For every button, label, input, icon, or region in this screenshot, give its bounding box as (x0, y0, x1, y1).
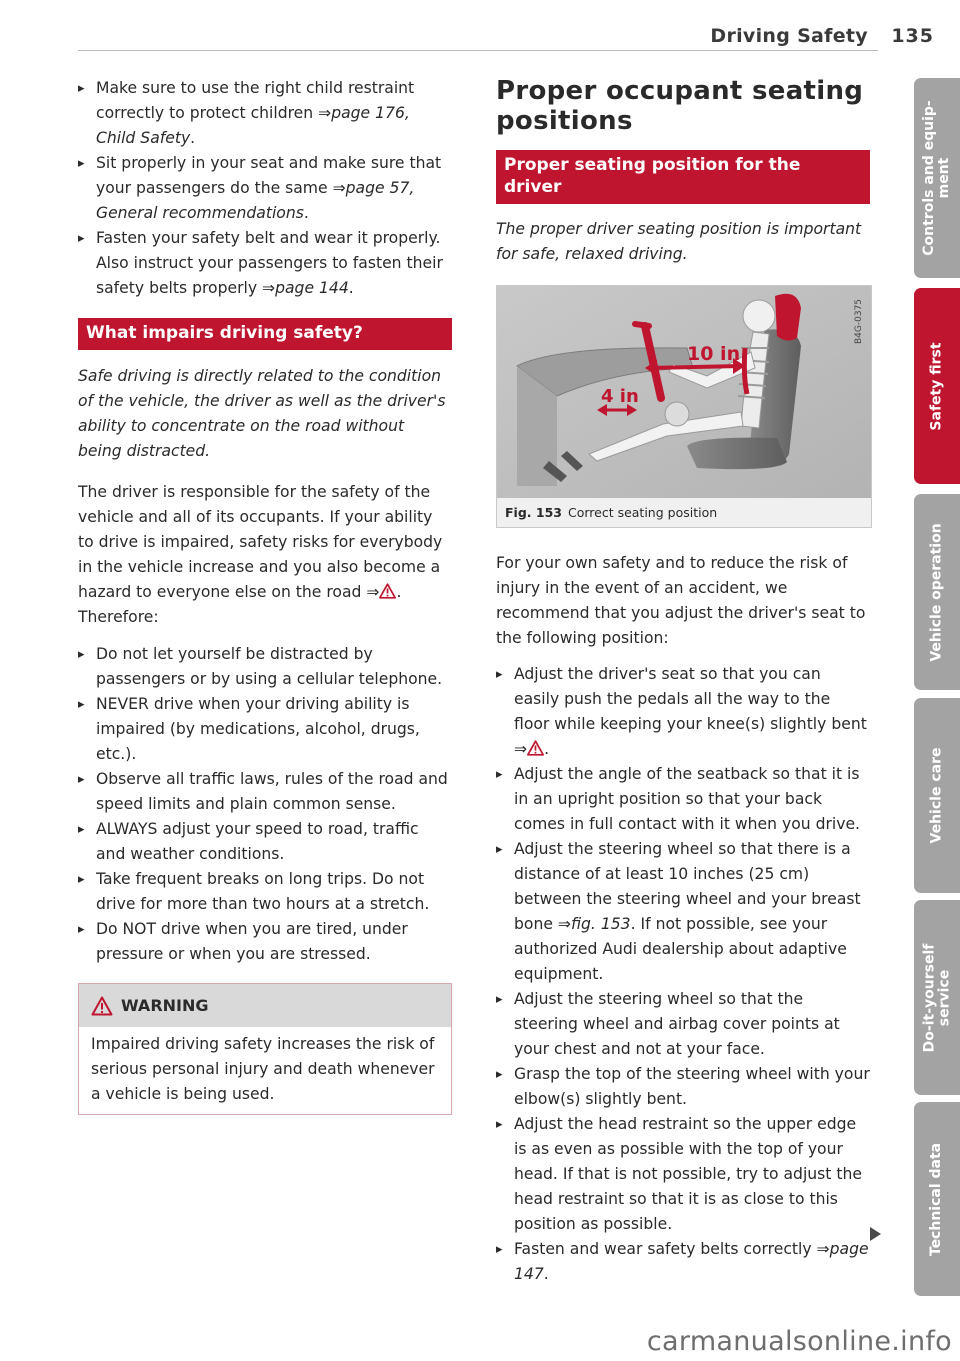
warning-header (79, 984, 451, 1027)
warning-box (78, 983, 452, 1115)
list-item: ▸ Adjust the steering wheel so that there is a distance of at least 10 inches (25 cm) between the steering wheel and your breast bone ⇒fig. 153. If not possible, see your authorized Audi dealership about adaptive equipment. (496, 837, 870, 987)
tab-do-it-yourself-service[interactable]: Do-it-yourself service (914, 900, 960, 1095)
bullet-list-seating (496, 662, 870, 1287)
warning-title: WARNING (121, 996, 209, 1015)
warning-icon (91, 996, 113, 1016)
list-item: ▸ Adjust the angle of the seatback so that it is in an upright position so that your back comes in full contact with it when you drive. (496, 762, 870, 837)
page-link[interactable]: page 147 (514, 1240, 869, 1283)
right-column (496, 76, 870, 1287)
list-item: ▸ Fasten your safety belt and wear it properly. Also instruct your passengers to fasten their safety belts properly ⇒page 144. (78, 226, 452, 301)
watermark: carmanualsonline.info (646, 1326, 952, 1357)
tab-safety-first[interactable]: Safety first (914, 288, 960, 484)
section-heading-seating: Proper seating position for the driver (496, 150, 870, 204)
list-item: ▸ Sit properly in your seat and make sure that your passengers do the same ⇒page 57, General recommendations. (78, 151, 452, 226)
paragraph: The driver is responsible for the safety of the vehicle and all of its occupants. If your ability to drive is impaired, safety risks for everybody in the vehicle increase and you also become a hazard to everyone else on the road ⇒ . Therefore: (78, 483, 443, 626)
paragraph: For your own safety and to reduce the risk of injury in the event of an accident, we recommend that you adjust the driver's seat to the following position: (496, 554, 866, 647)
figure-number: Fig. 153 (505, 505, 562, 520)
figure-link[interactable]: fig. 153 (570, 915, 631, 933)
warning-icon (379, 583, 396, 599)
page-number: 135 (891, 25, 934, 47)
continue-arrow-icon (868, 1226, 882, 1242)
list-item: ▸ Fasten and wear safety belts correctly ⇒page 147. (496, 1237, 870, 1287)
tab-vehicle-care[interactable]: Vehicle care (914, 698, 960, 893)
distance-label-4in: 4 in (601, 386, 639, 407)
list-item: ▸ ALWAYS adjust your speed to road, traffic and weather conditions. (78, 817, 452, 867)
figure-caption-text: Correct seating position (567, 505, 718, 520)
figure-caption (497, 498, 871, 527)
figure-code: B4G-0375 (854, 298, 864, 344)
list-item: ▸ Do not let yourself be distracted by passengers or by using a cellular telephone. (78, 642, 452, 692)
section-title: Driving Safety (710, 25, 868, 47)
page-heading: Proper occupant seating positions (496, 76, 864, 136)
list-item: ▸ Make sure to use the right child restraint correctly to protect children ⇒page 176, Child Safety. (78, 76, 452, 151)
list-item: ▸ Take frequent breaks on long trips. Do not drive for more than two hours at a stretch. (78, 867, 452, 917)
list-item: ▸ NEVER drive when your driving ability is impaired (by medications, alcohol, drugs, etc.). (78, 692, 452, 767)
tab-technical-data[interactable]: Technical data (914, 1102, 960, 1296)
tab-controls-and-equipment[interactable]: Controls and equip- ment (914, 78, 960, 278)
page-link[interactable]: page 176, Child Safety (96, 104, 410, 147)
page-link[interactable]: page 57, General recommendations (96, 179, 415, 222)
warning-body: Impaired driving safety increases the risk of serious personal injury and death whenever a vehicle is being used. (91, 1035, 435, 1103)
bullet-list-safety (78, 76, 452, 301)
section-heading-impairs: What impairs driving safety? (78, 318, 452, 350)
left-column (78, 76, 452, 1115)
section-intro: Safe driving is directly related to the condition of the vehicle, the driver as well as the driver's ability to concentrate on the road without being distracted. (78, 367, 446, 460)
header-divider (78, 50, 878, 51)
list-item: ▸ Do NOT drive when you are tired, under pressure or when you are stressed. (78, 917, 452, 967)
page-link[interactable]: page 144 (275, 279, 349, 297)
list-item: ▸ Grasp the top of the steering wheel with your elbow(s) slightly bent. (496, 1062, 870, 1112)
bullet-list-impairs (78, 642, 452, 967)
warning-icon (527, 740, 544, 756)
seating-illustration (497, 286, 871, 498)
list-item: ▸ Adjust the head restraint so the upper edge is as even as possible with the top of your head. If that is not possible, try to adjust the head restraint so that it is as close to this position as possible. (496, 1112, 870, 1237)
section-intro: The proper driver seating position is important for safe, relaxed driving. (496, 220, 862, 263)
list-item: ▸ Adjust the driver's seat so that you can easily push the pedals all the way to the floor while keeping your knee(s) slightly bent ⇒ . (496, 662, 870, 762)
figure-153 (496, 285, 872, 528)
list-item: ▸ Adjust the steering wheel so that the steering wheel and airbag cover points at your chest and not at your face. (496, 987, 870, 1062)
tab-vehicle-operation[interactable]: Vehicle operation (914, 494, 960, 690)
list-item: ▸ Observe all traffic laws, rules of the road and speed limits and plain common sense. (78, 767, 452, 817)
distance-label-10in: 10 in (687, 343, 741, 365)
